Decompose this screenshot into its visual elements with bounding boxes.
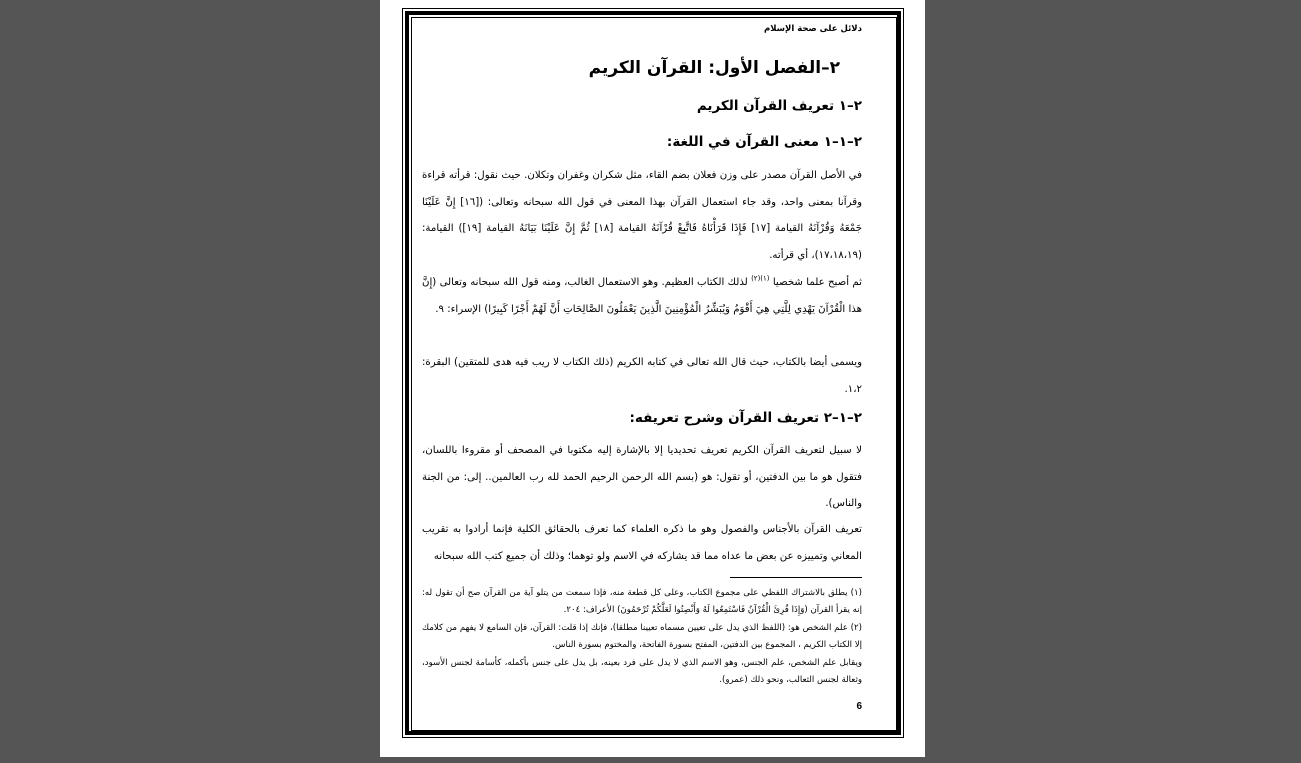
document-page [380,0,925,757]
section-heading-1: ٢–١ تعريف القرآن الكريم [696,98,862,114]
paragraph-definition-genera: تعريف القرآن بالأجناس والفصول وهو ما ذكره العلماء كما تعرف بالحقائق الكلية فإنما أرادوا به تقريب المعاني وتمييزه عن بعض ما عداه مما قد يشاركه في الاسم ولو توهما؛ وذلك أن جميع كتب الله سبحانه [422,524,862,562]
paragraph-definition: لا سبيل لتعريف القرآن الكريم تعريف تحديديا إلا بالإشارة إليه مكتوبا في المصحف أو مقروءا باللسان، فتقول هو ما بين الدفتين، أو تقول: هو (بسم الله الرحمن الرحيم الحمد لله رب العالمين.. إلى: من الجنة والناس). [422,445,862,509]
footnote-2-continued: ويقابل علم الشخص، علم الجنس، وهو الاسم الذي لا يدل على فرد بعينه، بل يدل على جنس بأكمله، كأسامة لجنس الأسود، وثعالة لجنس الثعالب، ونحو ذلك (عمرو). [422,658,862,686]
paragraph-language-meaning: في الأصل القرآن مصدر على وزن فعلان بضم القاء، مثل شكران وغفران وتكلان. حيث نقول: قرأته قراءة وقرآنا بمعنى واحد، وقد جاء استعمال القرآن بهذا المعنى في قول الله سبحانه وتعالى: ([١٦] إِنَّ عَلَيْنَا جَمْعَهُ وَقُرْآنَهُ القيامة [١٧] فَإِذَا قَرَأْنَاهُ فَاتَّبِعْ قُرْآنَهُ القيامة [١٨] ثُمَّ إِنَّ عَلَيْنَا بَيَانَهُ القيامة [١٩]) القيامة: (١٧،١٨،١٩)، أي قرأته. [422,170,862,261]
footnote-1: (١) يطلق بالاشتراك اللفظي على مجموع الكتاب، وعلى كل قطعة منه، فإذا سمعت من يتلو آية من القرآن صح أن تقول له: إنه يقرأ القرآن (وَإِذَا قُرِئَ الْقُرْآنُ فَاسْتَمِعُوا لَهُ وَأَنْصِتُوا لَعَلَّكُمْ تُرْحَمُونَ) الأعراف: ٢٠٤. [422,588,862,616]
page-number: 6 [856,701,862,712]
footnote-separator [730,577,862,578]
paragraph-body: لذلك الكتاب العظيم. وهو الاستعمال الغالب، ومنه قول الله سبحانه وتعالى (إِنَّ هذا الْقُرْآنَ يَهْدِي لِلَّتِي هِيَ أَقْوَمُ وَيُبَشِّرُ الْمُؤْمِنِينَ الَّذِينَ يَعْمَلُونَ الصَّالِحَاتِ أَنَّ لَهُمْ أَجْرًا كَبِيرًا) الإسراء: ٩. [422,277,862,315]
section-heading-1-1: ٢–١–١ معنى القرآن في اللغة: [666,134,862,150]
running-head: دلائل على صحة الإسلام [763,24,862,34]
paragraph-proper-name [422,270,862,323]
section-heading-1-2: ٢–١–٢ تعريف القرآن وشرح تعريفه: [629,410,862,426]
page-content [422,20,862,720]
footnote-refs[interactable]: (١)(٢) [751,274,770,283]
chapter-title: ٢–الفصل الأول: القرآن الكريم [588,58,840,78]
paragraph-al-kitab: ويسمى أيضا بالكتاب، حيث قال الله تعالى في كتابه الكريم (ذلك الكتاب لا ريب فيه هدى للمتقين) البقرة: ١،٢. [422,357,862,395]
paragraph-prefix: ثم أصبح علما شخصيا [772,277,862,288]
footnote-2: (٢) علم الشخص هو: (اللفظ الذي يدل على تعيين مسماه تعيينا مطلقا)، فإنك إذا قلت: القرآن، فإن السامع لا يفهم من كلامك إلا الكتاب الكريم ، المجموع بين الدفتين، المفتح بسورة الفاتحة، والمختوم بسورة الناس. [422,623,862,651]
